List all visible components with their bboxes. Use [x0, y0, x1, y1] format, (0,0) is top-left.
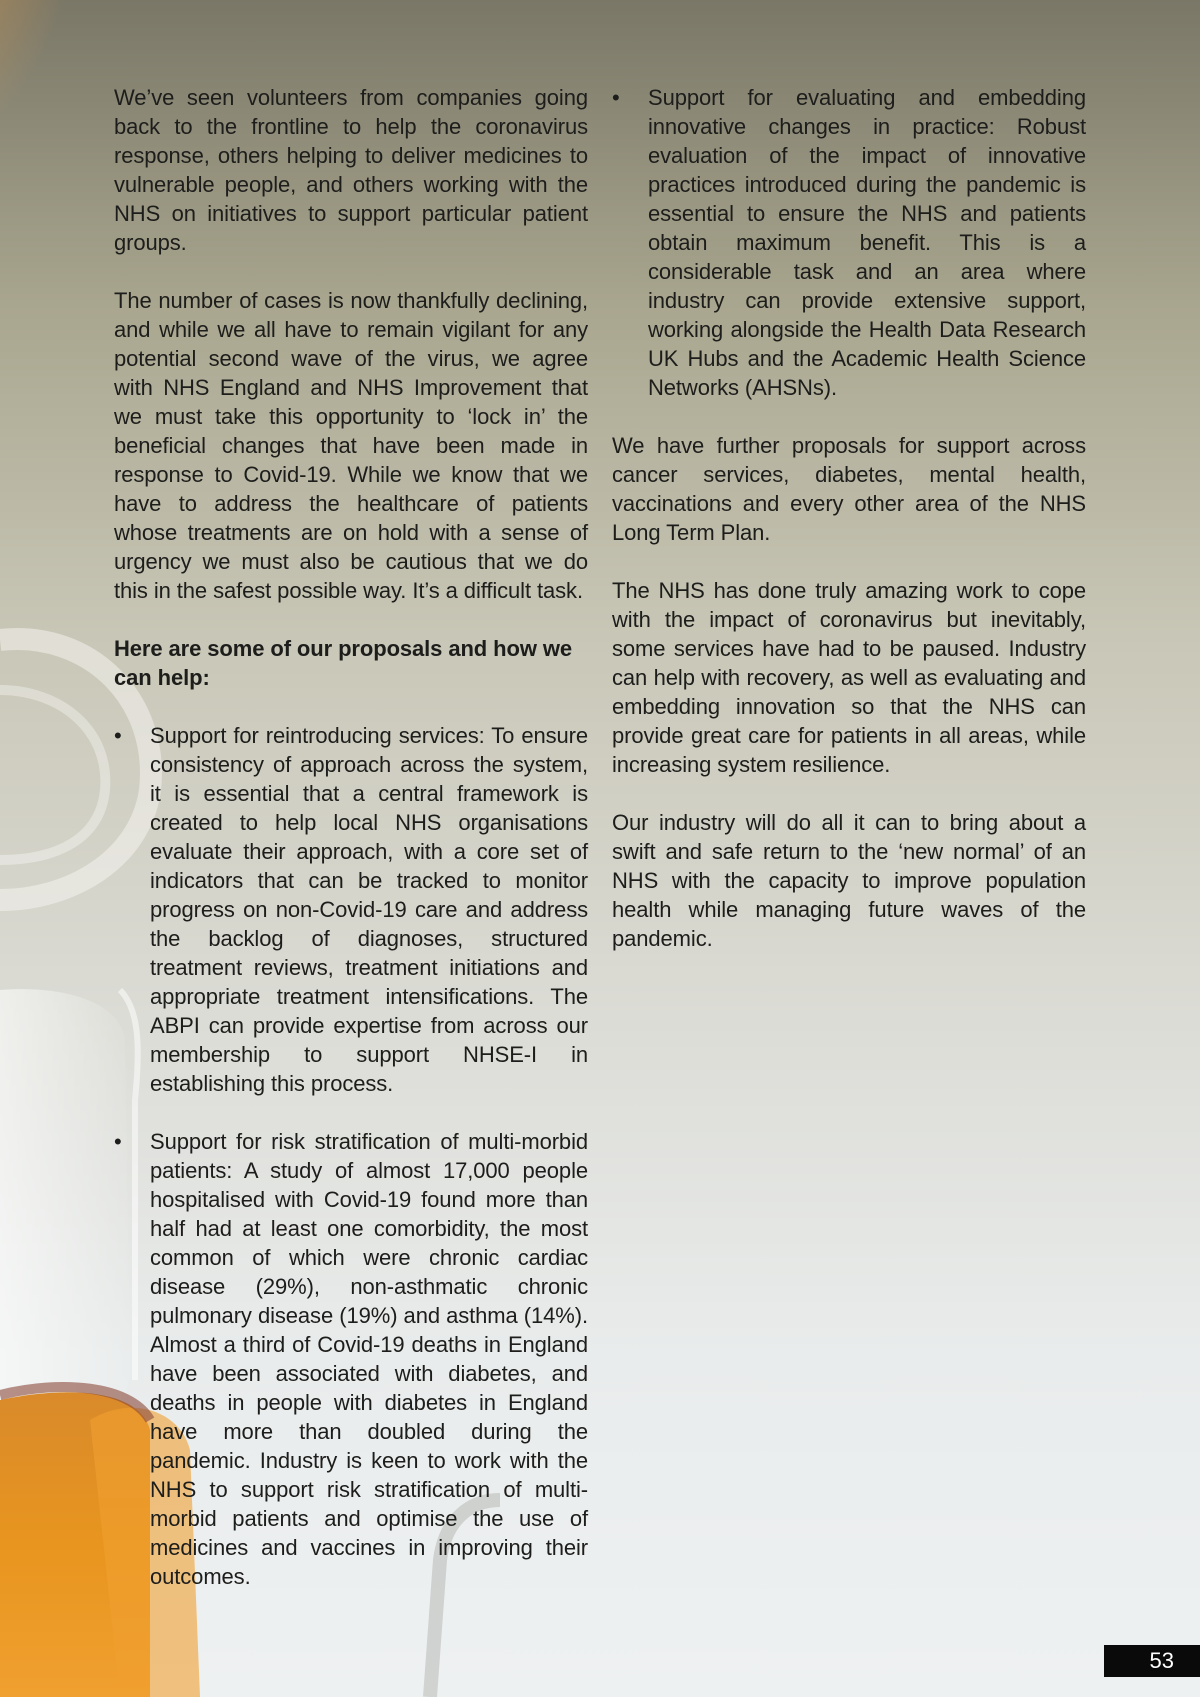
intro-paragraph-volunteers: We’ve seen volunteers from companies going back to the frontline to help the coronavirus response, others helping to deliver medicines to vulnerable people, and others working with the NHS on initiatives to support particular patient groups. — [114, 85, 588, 255]
proposals-heading: Here are some of our proposals and how we can help: — [114, 636, 573, 690]
page-number-badge — [1104, 1645, 1200, 1677]
paragraph-further-proposals: We have further proposals for support across cancer services, diabetes, mental health, vaccinations and every other area of the NHS Long Term Plan. — [612, 433, 1086, 545]
right-column — [612, 83, 1086, 982]
bullet-reintroducing-services — [114, 721, 588, 1098]
bullet-dot: • — [114, 723, 122, 748]
paragraph-new-normal: Our industry will do all it can to bring about a swift and safe return to the ‘new normal’ of an NHS with the capacity to improve population health while managing future waves of the pandemic. — [612, 810, 1086, 951]
left-column — [114, 83, 588, 1620]
bullet-text: Support for reintroducing services: To ensure consistency of approach across the system, it is essential that a central framework is created to help local NHS organisations evaluate their approach, with a core set of indicators that can be tracked to monitor progress on non-Covid-19 care and address the backlog of diagnoses, structured treatment reviews, treatment initiations and appropriate treatment intensifications. The ABPI can provide expertise from across our membership to support NHSE-I in establishing this process. — [150, 723, 588, 1096]
bullet-text: Support for risk stratification of multi-morbid patients: A study of almost 17,000 people hospitalised with Covid-19 found more than half had at least one comorbidity, the most common of which were chronic cardiac disease (29%), non-asthmatic chronic pulmonary disease (19%) and asthma (14%). Almost a third of Covid-19 deaths in England have been associated with diabetes, and deaths in people with diabetes in England have more than doubled during the pandemic. Industry is keen to work with the NHS to support risk stratification of multi-morbid patients and optimise the use of medicines and vaccines in improving their outcomes. — [150, 1129, 588, 1589]
bullet-risk-stratification — [114, 1127, 588, 1591]
bullet-evaluating-innovation — [612, 83, 1086, 402]
page-number: 53 — [1149, 1648, 1174, 1673]
paragraph-nhs-recovery: The NHS has done truly amazing work to cope with the impact of coronavirus but inevitably, some services have had to be paused. Industry can help with recovery, as well as evaluating and embedding innovation so that the NHS can provide great care for patients in all areas, while increasing system resilience. — [612, 578, 1086, 777]
paragraph-cases-declining: The number of cases is now thankfully declining, and while we all have to remain vigilant for any potential second wave of the virus, we agree with NHS England and NHS Improvement that we must take this opportunity to ‘lock in’ the beneficial changes that have been made in response to Covid-19. While we know that we have to address the healthcare of patients whose treatments are on hold with a sense of urgency we must also be cautious that we do this in the safest possible way. It’s a difficult task. — [114, 288, 588, 603]
bullet-dot: • — [612, 85, 620, 110]
bullet-text: Support for evaluating and embedding innovative changes in practice: Robust evaluation of the impact of innovative practices introduced during the pandemic is essential to ensure the NHS and patients obtain maximum benefit. This is a considerable task and an area where industry can provide extensive support, working alongside the Health Data Research UK Hubs and the Academic Health Science Networks (AHSNs). — [648, 85, 1086, 400]
bullet-dot: • — [114, 1129, 122, 1154]
